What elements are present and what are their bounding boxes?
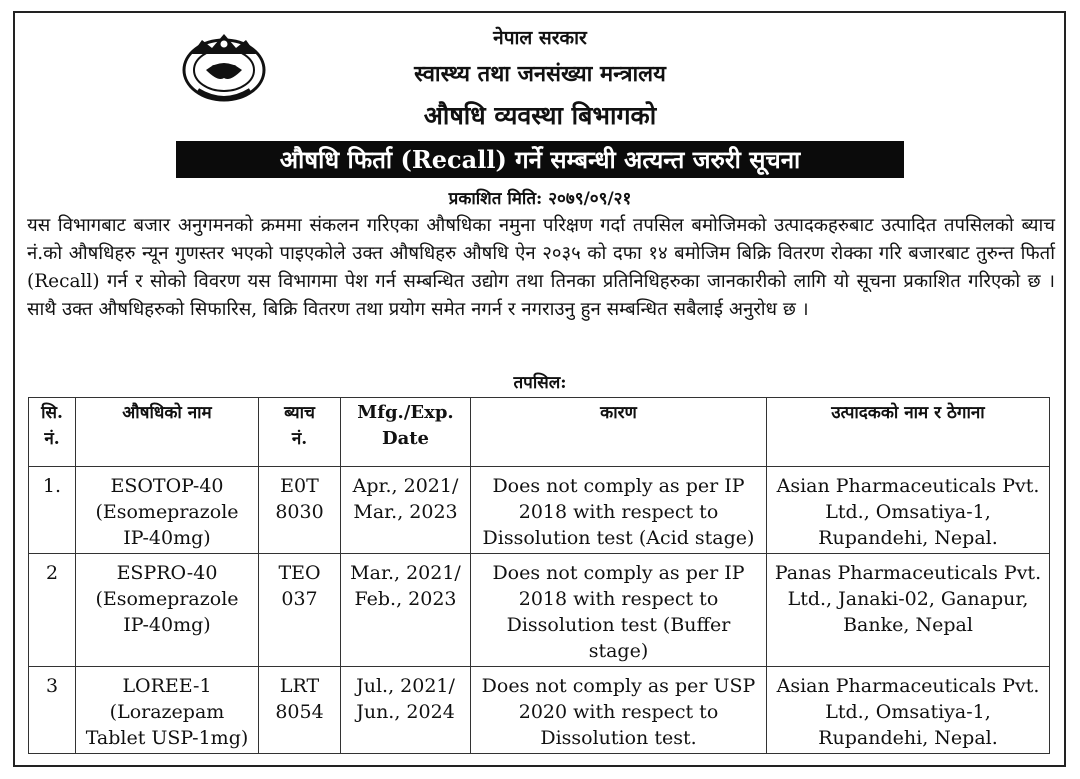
cell-batch: LRT 8054	[259, 667, 341, 754]
cell-date: Jul., 2021/ Jun., 2024	[341, 667, 471, 754]
notice-banner: औषधि फिर्ता (Recall) गर्ने सम्बन्धी अत्यन्त जरुरी सूचना	[176, 141, 904, 178]
cell-batch: TEO 037	[259, 554, 341, 667]
table-row	[29, 554, 1050, 667]
cell-sn: 1.	[29, 467, 76, 554]
cell-reason: Does not comply as per USP 2020 with respect to Dissolution test.	[471, 667, 767, 754]
published-value: २०७९/०९/२१	[548, 189, 632, 209]
cell-date: Apr., 2021/ Mar., 2023	[341, 467, 471, 554]
col-sn: सि. नं.	[29, 398, 76, 467]
table-row	[29, 467, 1050, 554]
published-label: प्रकाशित मिति:	[448, 189, 543, 209]
cell-sn: 2	[29, 554, 76, 667]
cell-date: Mar., 2021/ Feb., 2023	[341, 554, 471, 667]
government-title: नेपाल सरकार	[493, 27, 587, 49]
published-date	[0, 186, 1080, 209]
cell-reason: Does not comply as per IP 2018 with respect to Dissolution test (Buffer stage)	[471, 554, 767, 667]
cell-reason: Does not comply as per IP 2018 with respect to Dissolution test (Acid stage)	[471, 467, 767, 554]
cell-name: ESPRO-40 (Esomeprazole IP-40mg)	[76, 554, 259, 667]
table-header-row	[29, 398, 1050, 467]
cell-manufacturer: Asian Pharmaceuticals Pvt. Ltd., Omsatiya-1, Rupandehi, Nepal.	[767, 467, 1050, 554]
col-reason: कारण	[471, 398, 767, 467]
cell-manufacturer: Asian Pharmaceuticals Pvt. Ltd., Omsatiya-1, Rupandehi, Nepal.	[767, 667, 1050, 754]
col-batch: ब्याच नं.	[259, 398, 341, 467]
ministry-title: स्वास्थ्य तथा जनसंख्या मन्त्रालय	[414, 61, 666, 87]
col-manufacturer: उत्पादकको नाम र ठेगाना	[767, 398, 1050, 467]
cell-sn: 3	[29, 667, 76, 754]
cell-name: LOREE-1 (Lorazepam Tablet USP-1mg)	[76, 667, 259, 754]
recall-table	[28, 397, 1050, 754]
cell-name: ESOTOP-40 (Esomeprazole IP-40mg)	[76, 467, 259, 554]
table-row	[29, 667, 1050, 754]
cell-manufacturer: Panas Pharmaceuticals Pvt. Ltd., Janaki-02, Ganapur, Banke, Nepal	[767, 554, 1050, 667]
table-title: तपसिल:	[513, 373, 567, 393]
notice-body: यस विभागबाट बजार अनुगमनको क्रममा संकलन गरिएका औषधिका नमुना परिक्षण गर्दा तपसिल बमोजिमको उत्पादकहरुबाट उत्पादित तपसिलको ब्याच नं.को औषधिहरु न्यून गुणस्तर भएको पाइएकोले उक्त औषधिहरु औषधि ऐन २०३५ को दफा १४ बमोजिम बिक्रि वितरण रोक्का गरि बजारबाट तुरुन्त फिर्ता (Recall) गर्न र सोको विवरण यस विभागमा पेश गर्न सम्बन्धित उद्योग तथा तिनका प्रतिनिधिहरुका जानकारीको लागि यो सूचना प्रकाशित गरिएको छ । साथै उक्त औषधिहरुको सिफारिस, बिक्रि वितरण तथा प्रयोग समेत नगर्न र नगराउनु हुन सम्बन्धित सबैलाई अनुरोध छ ।	[27, 215, 1055, 320]
col-name: औषधिको नाम	[76, 398, 259, 467]
department-title: औषधि व्यवस्था बिभागको	[423, 101, 657, 130]
cell-batch: E0T 8030	[259, 467, 341, 554]
col-date: Mfg./Exp. Date	[341, 398, 471, 467]
